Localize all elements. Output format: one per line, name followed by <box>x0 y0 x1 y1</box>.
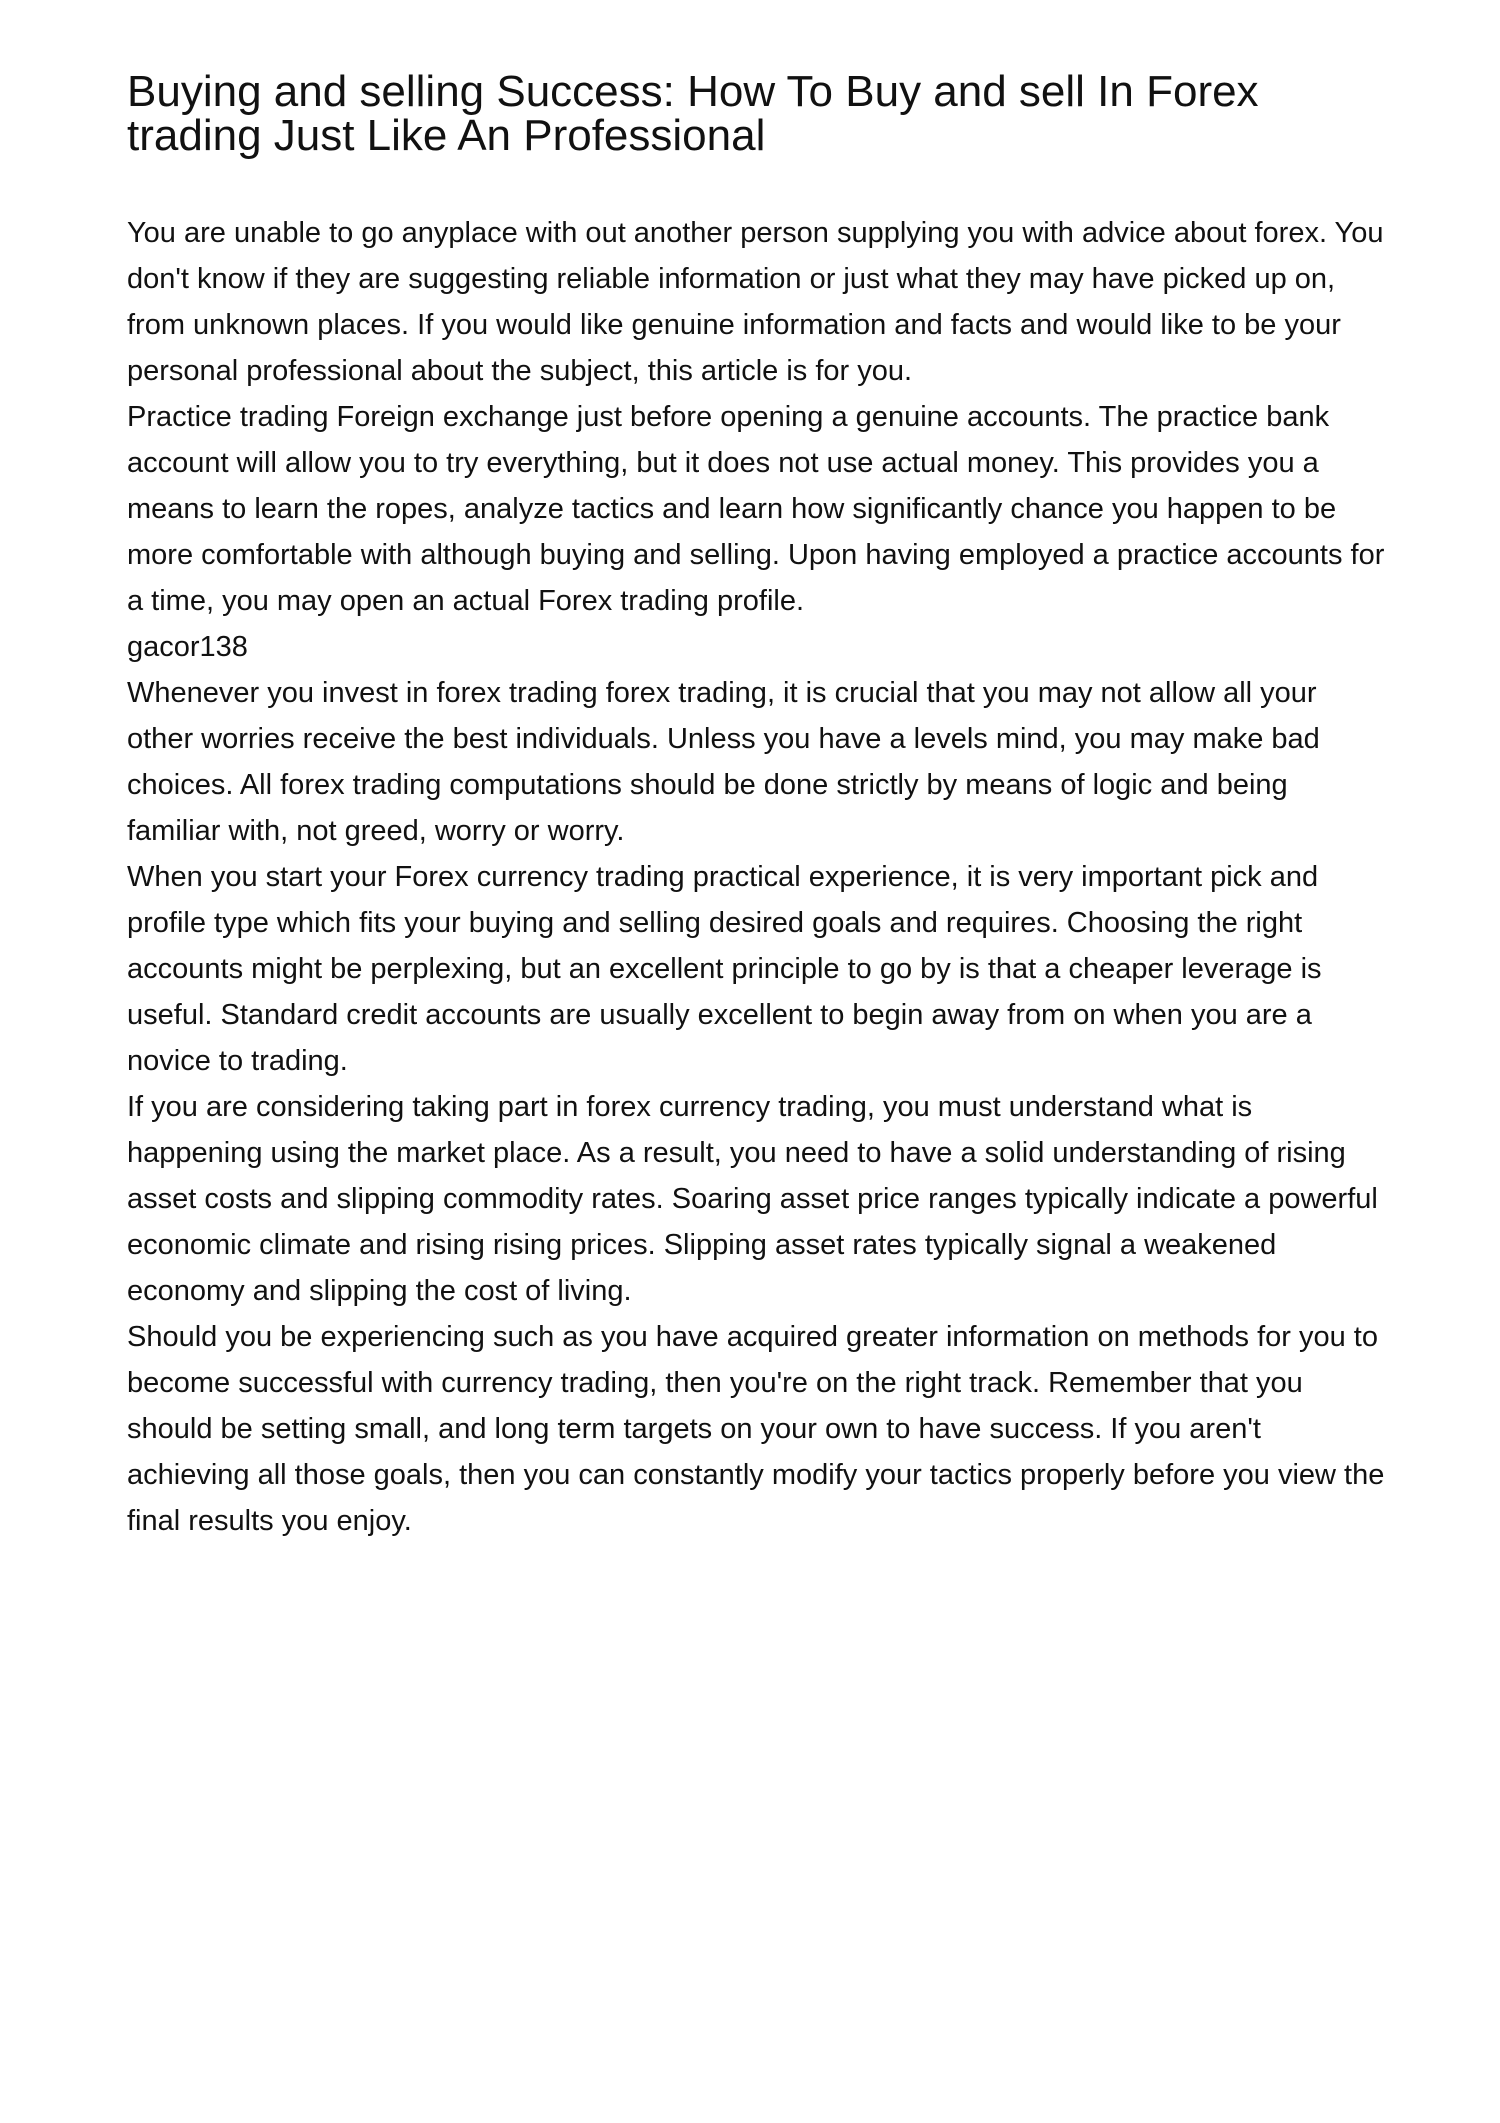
document-page <box>127 67 1387 1544</box>
title-line-1: Buying and selling Success: How To Buy and sell In Forex <box>127 67 1259 116</box>
paragraph-practice-trading: Practice trading Foreign exchange just before opening a genuine accounts. The practice bank account will allow you to try everything, but it does not use actual money. This provides you a means to learn the ropes, analyze tactics and learn how significantly chance you happen to be more comfortable with although buying and selling. Upon having employed a practice accounts for a time, you may open an actual Forex trading profile. <box>127 401 1385 617</box>
paragraph-keyword: gacor138 <box>127 631 248 663</box>
title-line-2: trading Just Like An Professional <box>127 111 766 160</box>
article-body <box>127 210 1387 1544</box>
paragraph-account-type: When you start your Forex currency trading practical experience, it is very important pick and profile type which fits your buying and selling desired goals and requires. Choosing the right accounts might be perplexing, but an excellent principle to go by is that a cheaper leverage is useful. Standard credit accounts are usually excellent to begin away from on when you are a novice to trading. <box>127 861 1322 1077</box>
paragraph-intro: You are unable to go anyplace with out another person supplying you with advice about forex. You don't know if they are suggesting reliable information or just what they may have picked up on, from unknown places. If you would like genuine information and facts and would like to be your personal professional about the subject, this article is for you. <box>127 217 1384 387</box>
page-title <box>127 67 1387 160</box>
paragraph-conclusion: Should you be experiencing such as you have acquired greater information on methods for you to become successful with currency trading, then you're on the right track. Remember that you should be setting small, and long term targets on your own to have success. If you aren't achieving all those goals, then you can constantly modify your tactics properly before you view the final results you enjoy. <box>127 1321 1385 1537</box>
paragraph-market: If you are considering taking part in forex currency trading, you must understand what is happening using the market place. As a result, you need to have a solid understanding of rising asset costs and slipping commodity rates. Soaring asset price ranges typically indicate a powerful economic climate and rising rising prices. Slipping asset rates typically signal a weakened economy and slipping the cost of living. <box>127 1091 1378 1307</box>
paragraph-emotions: Whenever you invest in forex trading forex trading, it is crucial that you may not allow all your other worries receive the best individuals. Unless you have a levels mind, you may make bad choices. All forex trading computations should be done strictly by means of logic and being familiar with, not greed, worry or worry. <box>127 677 1320 847</box>
